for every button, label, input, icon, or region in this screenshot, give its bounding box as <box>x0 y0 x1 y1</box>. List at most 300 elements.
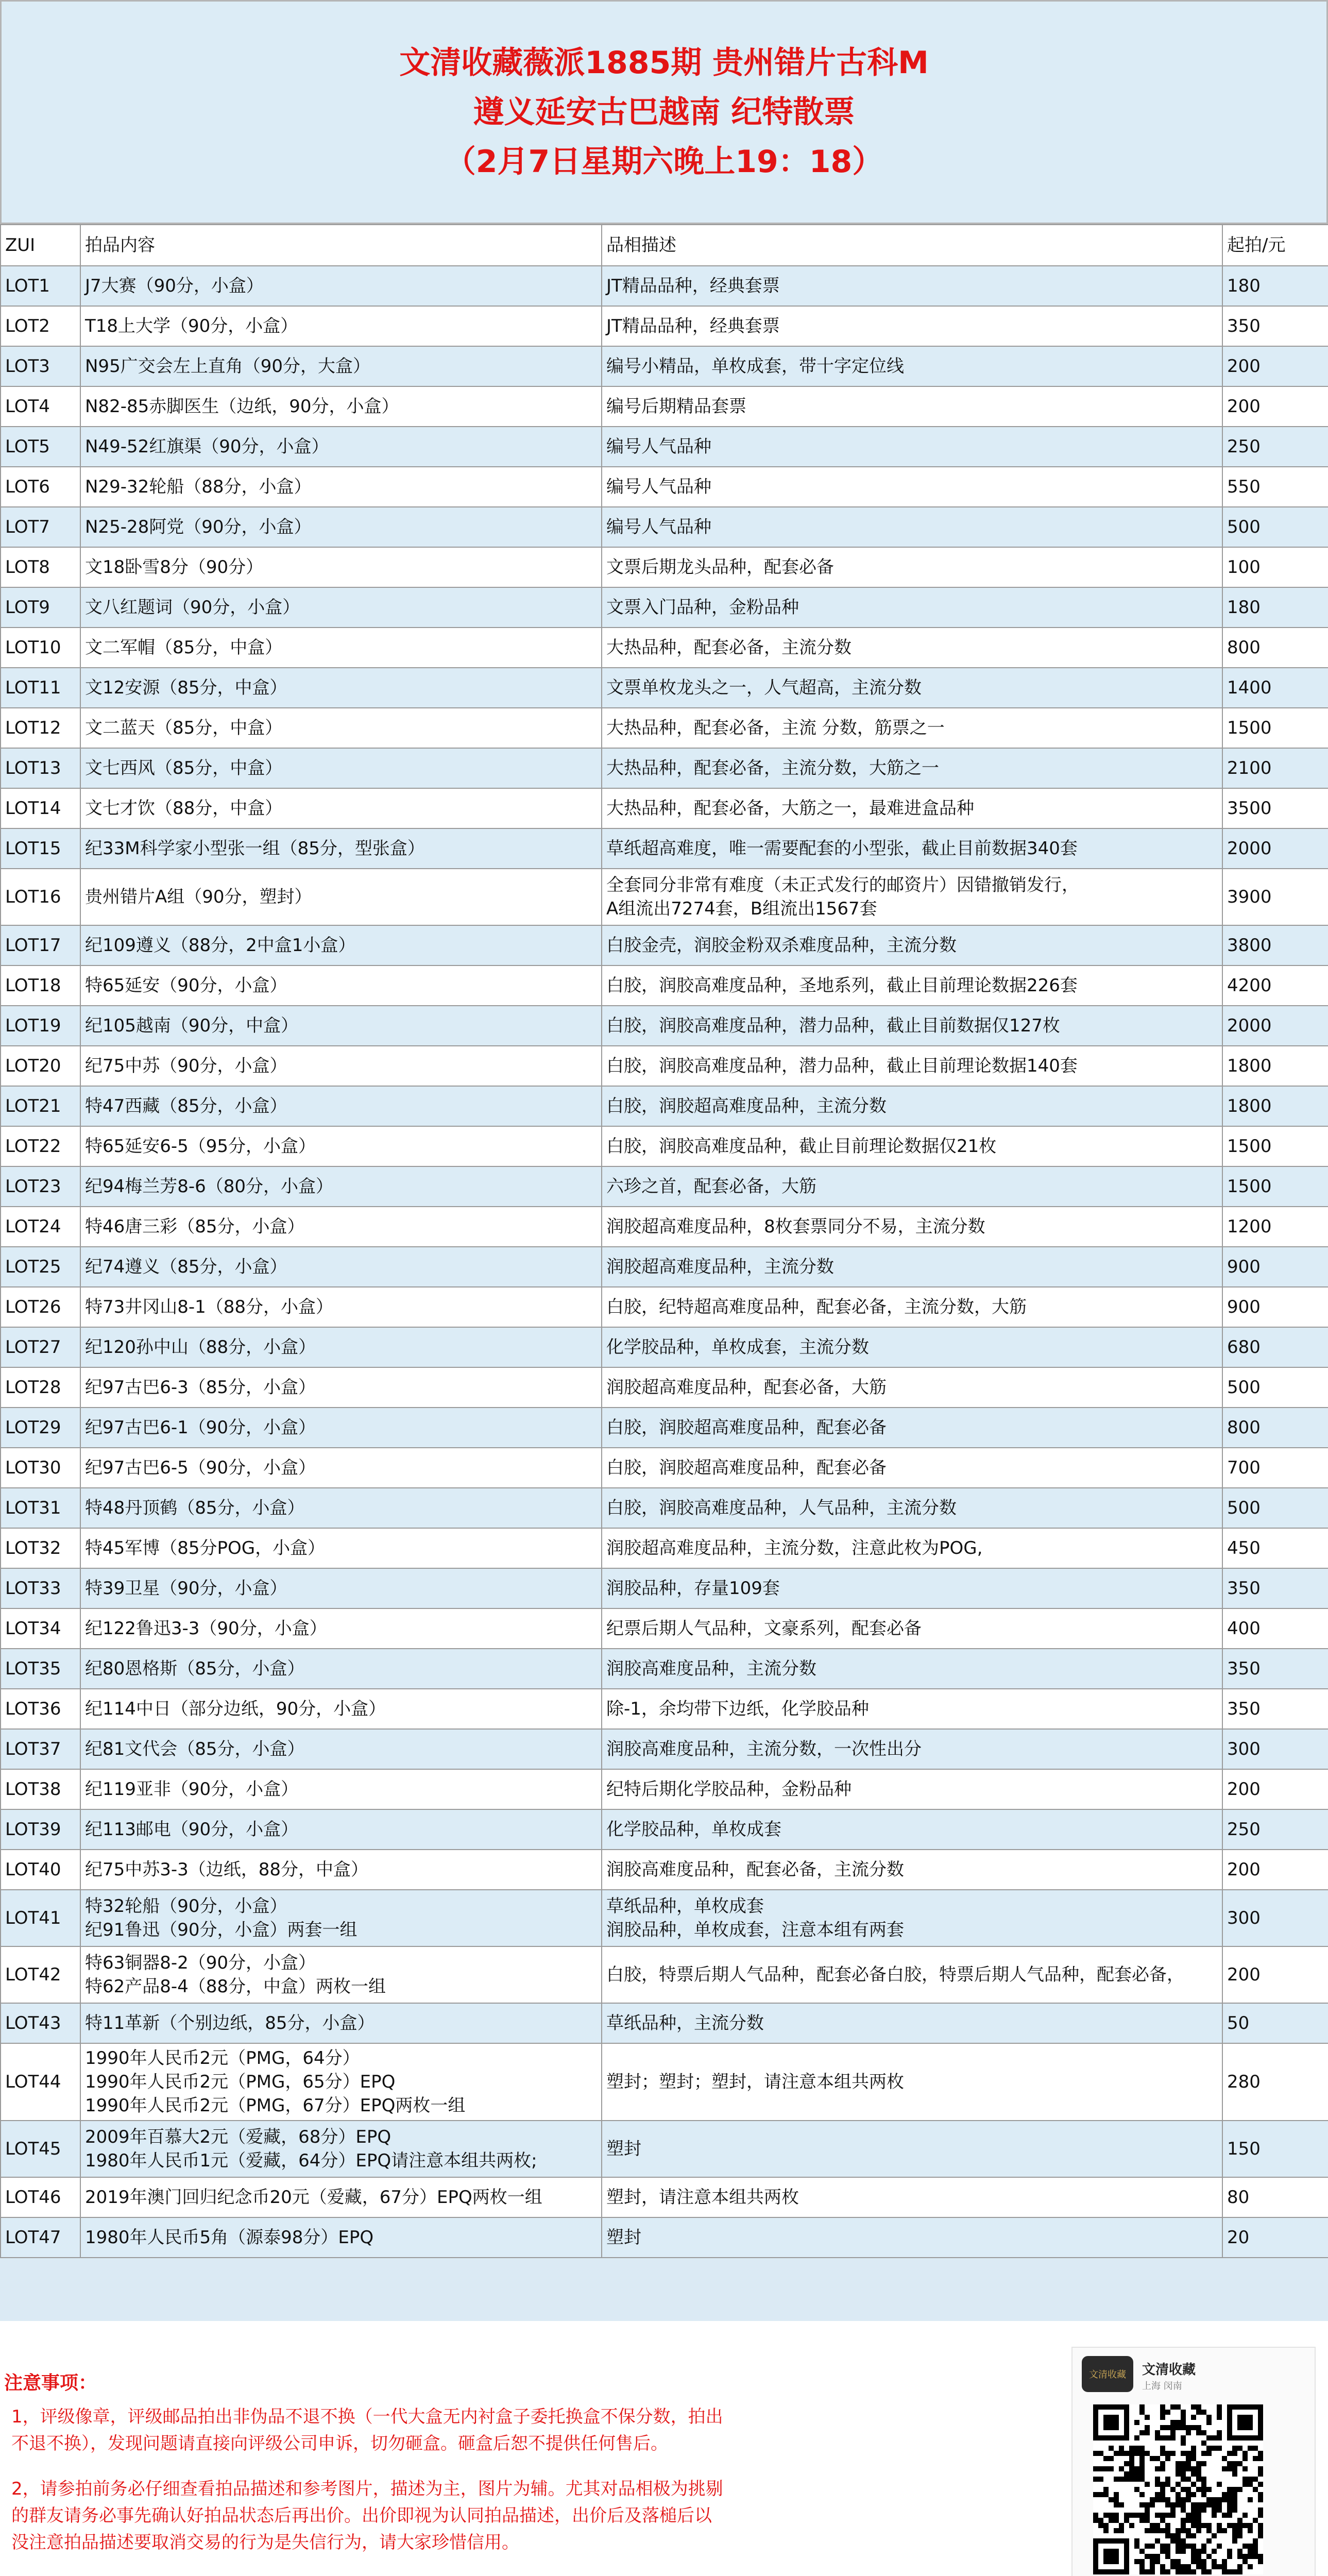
table-row <box>1 2121 1328 2177</box>
lot-number: LOT23 <box>1 1166 80 1207</box>
lot-content-line: 文七才饮（88分，中盒） <box>85 798 283 819</box>
lot-content <box>80 1247 602 1287</box>
lot-content-line: 特65延安6-5（95分，小盒） <box>85 1136 316 1157</box>
lot-content <box>80 1850 602 1890</box>
lot-start-price: 250 <box>1222 427 1328 467</box>
lot-content <box>80 467 602 507</box>
table-row <box>1 1850 1328 1890</box>
lot-description-line: 全套同分非常有难度（未正式发行的邮资片）因错撤销发行， <box>606 875 1079 895</box>
lot-description-line: 润胶超高难度品种，主流分数 <box>606 1257 834 1277</box>
lot-description-line: 六珍之首，配套必备，大筋 <box>606 1176 816 1197</box>
lot-description <box>602 346 1222 386</box>
table-header-row <box>1 225 1328 266</box>
lot-start-price: 200 <box>1222 386 1328 427</box>
lot-number: LOT16 <box>1 869 80 925</box>
lot-number: LOT15 <box>1 828 80 869</box>
lot-number: LOT38 <box>1 1769 80 1809</box>
lot-number: LOT11 <box>1 668 80 708</box>
lot-content <box>80 668 602 708</box>
lot-description <box>602 1850 1222 1890</box>
lot-description <box>602 628 1222 668</box>
lot-description-line: 白胶，特票后期人气品种，配套必备白胶，特票后期人气品种，配套必备， <box>606 1964 1184 1985</box>
lot-content <box>80 1367 602 1408</box>
lot-content-line: 纪119亚非（90分，小盒） <box>85 1779 299 1800</box>
lot-description <box>602 386 1222 427</box>
lot-content <box>80 1946 602 2003</box>
lot-start-price: 2000 <box>1222 828 1328 869</box>
table-row <box>1 1568 1328 1608</box>
lot-description <box>602 507 1222 547</box>
table-row <box>1 1046 1328 1086</box>
lot-number: LOT36 <box>1 1689 80 1729</box>
lot-content <box>80 1287 602 1327</box>
lot-content-line: 2019年澳门回归纪念币20元（爱藏，67分）EPQ两枚一组 <box>85 2187 542 2208</box>
lot-content-line: 1990年人民币2元（PMG，65分）EPQ <box>85 2072 396 2092</box>
lot-content-line: 特45军博（85分POG，小盒） <box>85 1538 326 1558</box>
lot-content-line: 纪91鲁迅（90分，小盒）两套一组 <box>85 1920 357 1940</box>
lot-start-price: 1800 <box>1222 1086 1328 1126</box>
lot-content <box>80 1890 602 1946</box>
lot-content-line: 特46唐三彩（85分，小盒） <box>85 1216 305 1237</box>
table-row <box>1 869 1328 925</box>
table-row <box>1 1890 1328 1946</box>
lot-start-price: 1500 <box>1222 1126 1328 1166</box>
lot-description-line: 润胶超高难度品种，配套必备，大筋 <box>606 1377 887 1398</box>
table-row <box>1 2217 1328 2258</box>
lot-number: LOT32 <box>1 1528 80 1568</box>
lot-number: LOT46 <box>1 2177 80 2217</box>
table-row <box>1 587 1328 628</box>
lot-description-line: 白胶，润胶高难度品种，截止目前理论数据仅21枚 <box>606 1136 997 1157</box>
lot-number: LOT22 <box>1 1126 80 1166</box>
lot-description-line: 编号小精品，单枚成套，带十字定位线 <box>606 356 904 377</box>
brand-name: 文清收藏 <box>1142 2362 1196 2378</box>
lot-content <box>80 1166 602 1207</box>
table-row <box>1 1327 1328 1367</box>
lot-start-price: 1200 <box>1222 1207 1328 1247</box>
note-2 <box>11 2476 939 2556</box>
lot-start-price: 350 <box>1222 1568 1328 1608</box>
lot-content <box>80 708 602 748</box>
lot-description <box>602 708 1222 748</box>
lot-content <box>80 1729 602 1769</box>
lot-description <box>602 1946 1222 2003</box>
lot-content <box>80 1649 602 1689</box>
table-row <box>1 1006 1328 1046</box>
lot-content-line: 纪94梅兰芳8-6（80分，小盒） <box>85 1176 334 1197</box>
lot-start-price: 500 <box>1222 1488 1328 1528</box>
lot-number: LOT20 <box>1 1046 80 1086</box>
lot-content <box>80 628 602 668</box>
lot-number: LOT26 <box>1 1287 80 1327</box>
lot-start-price: 900 <box>1222 1287 1328 1327</box>
lot-description <box>602 748 1222 788</box>
lot-number: LOT24 <box>1 1207 80 1247</box>
lot-content <box>80 2177 602 2217</box>
note-1-line: 1，评级像章，评级邮品拍出非伪品不退不换（一代大盒无内衬盒子委托换盒不保分数，拍出 <box>11 2406 723 2427</box>
lot-start-price: 700 <box>1222 1448 1328 1488</box>
lot-content <box>80 1207 602 1247</box>
lot-description-line: 白胶，润胶高难度品种，潜力品种，截止目前理论数据140套 <box>606 1056 1078 1076</box>
lot-content-line: 纪80恩格斯（85分，小盒） <box>85 1658 305 1679</box>
lot-start-price: 180 <box>1222 266 1328 306</box>
lot-content-line: 纪109遵义（88分，2中盒1小盒） <box>85 935 356 956</box>
table-row <box>1 1809 1328 1850</box>
lot-description-line: 润胶品种，单枚成套，注意本组有两套 <box>606 1920 904 1940</box>
lot-number: LOT8 <box>1 547 80 587</box>
table-row <box>1 1207 1328 1247</box>
lot-description-line: JT精品品种，经典套票 <box>606 276 780 296</box>
lot-number: LOT10 <box>1 628 80 668</box>
lot-content-line: N25-28阿党（90分，小盒） <box>85 517 312 537</box>
lot-number: LOT34 <box>1 1608 80 1649</box>
table-row <box>1 547 1328 587</box>
lot-description <box>602 2177 1222 2217</box>
lot-number: LOT9 <box>1 587 80 628</box>
lot-description-line: A组流出7274套，B组流出1567套 <box>606 899 877 919</box>
lot-description <box>602 1247 1222 1287</box>
lot-description-line: 润胶超高难度品种，8枚套票同分不易，主流分数 <box>606 1216 985 1237</box>
lot-content <box>80 1086 602 1126</box>
lot-number: LOT37 <box>1 1729 80 1769</box>
table-row <box>1 386 1328 427</box>
lot-description <box>602 1166 1222 1207</box>
table-row <box>1 965 1328 1006</box>
lot-content <box>80 748 602 788</box>
lot-description <box>602 306 1222 346</box>
lot-number: LOT3 <box>1 346 80 386</box>
lot-content <box>80 346 602 386</box>
lot-content-line: 纪114中日（部分边纸，90分，小盒） <box>85 1699 386 1719</box>
table-row <box>1 1166 1328 1207</box>
lot-description-line: 白胶，润胶高难度品种，潜力品种，截止目前数据仅127枚 <box>606 1015 1060 1036</box>
lot-number: LOT30 <box>1 1448 80 1488</box>
lot-description-line: 白胶，润胶超高难度品种，主流分数 <box>606 1096 887 1116</box>
lot-start-price: 2000 <box>1222 1006 1328 1046</box>
note-2-line: 的群友请务必事先确认好拍品状态后再出价。出价即视为认同拍品描述，出价后及落槌后以 <box>11 2505 712 2526</box>
table-row <box>1 1608 1328 1649</box>
lot-description-line: 纪特后期化学胶品种，金粉品种 <box>606 1779 852 1800</box>
table-row <box>1 306 1328 346</box>
lot-content-line: 纪97古巴6-1（90分，小盒） <box>85 1417 316 1438</box>
lot-description <box>602 828 1222 869</box>
lot-start-price: 3800 <box>1222 925 1328 965</box>
lot-number: LOT4 <box>1 386 80 427</box>
lot-start-price: 500 <box>1222 507 1328 547</box>
lot-content-line: 贵州错片A组（90分，塑封） <box>85 887 312 907</box>
brand-location: 上海 闵南 <box>1142 2381 1182 2392</box>
lot-description <box>602 788 1222 828</box>
lot-start-price: 200 <box>1222 346 1328 386</box>
lot-description-line: 塑封，请注意本组共两枚 <box>606 2187 799 2208</box>
lot-start-price: 20 <box>1222 2217 1328 2258</box>
column-header-lot: ZUI <box>1 225 80 266</box>
lot-description-line: 纪票后期人气品种，文豪系列，配套必备 <box>606 1618 922 1639</box>
lot-start-price: 4200 <box>1222 965 1328 1006</box>
note-1 <box>11 2403 939 2457</box>
page-header <box>0 0 1328 224</box>
lot-content-line: 纪33M科学家小型张一组（85分，型张盒） <box>85 838 425 859</box>
lot-description-line: 润胶品种，存量109套 <box>606 1578 780 1599</box>
lot-start-price: 350 <box>1222 1689 1328 1729</box>
lot-description-line: 白胶金壳，润胶金粉双杀难度品种，主流分数 <box>606 935 957 956</box>
lot-start-price: 1400 <box>1222 668 1328 708</box>
lot-number: LOT40 <box>1 1850 80 1890</box>
table-row <box>1 1408 1328 1448</box>
lot-content <box>80 1408 602 1448</box>
lot-content-line: 特11革新（个别边纸，85分，小盒） <box>85 2013 375 2033</box>
lot-description <box>602 1367 1222 1408</box>
lot-number: LOT47 <box>1 2217 80 2258</box>
lot-number: LOT6 <box>1 467 80 507</box>
table-row <box>1 2043 1328 2121</box>
lot-start-price: 200 <box>1222 1850 1328 1890</box>
table-row <box>1 1689 1328 1729</box>
lot-number: LOT13 <box>1 748 80 788</box>
lot-content-line: 1990年人民币2元（PMG，64分） <box>85 2048 360 2069</box>
lot-description <box>602 1729 1222 1769</box>
lot-content <box>80 2043 602 2121</box>
lot-content-line: N82-85赤脚医生（边纸，90分，小盒） <box>85 396 399 417</box>
lot-start-price: 80 <box>1222 2177 1328 2217</box>
lot-description <box>602 467 1222 507</box>
lot-description <box>602 1649 1222 1689</box>
table-row <box>1 1488 1328 1528</box>
lot-content-line: 纪120孙中山（88分，小盒） <box>85 1337 316 1358</box>
note-2-line: 2，请参拍前务必仔细查看拍品描述和参考图片，描述为主，图片为辅。尤其对品相极为挑剔 <box>11 2479 723 2499</box>
lot-description <box>602 547 1222 587</box>
lot-description-line: 白胶，润胶高难度品种，人气品种，主流分数 <box>606 1498 957 1518</box>
lot-description <box>602 1046 1222 1086</box>
lot-table <box>0 224 1328 2258</box>
lot-content <box>80 587 602 628</box>
lot-content-line: 纪97古巴6-5（90分，小盒） <box>85 1458 316 1478</box>
lot-start-price: 450 <box>1222 1528 1328 1568</box>
lot-number: LOT28 <box>1 1367 80 1408</box>
lot-number: LOT43 <box>1 2003 80 2043</box>
lot-description-line: 大热品种，配套必备，主流 分数，筋票之一 <box>606 718 945 738</box>
lot-content-line: 特47西藏（85分，小盒） <box>85 1096 287 1116</box>
lot-start-price: 550 <box>1222 467 1328 507</box>
table-row <box>1 748 1328 788</box>
lot-content-line: 纪75中苏（90分，小盒） <box>85 1056 287 1076</box>
lot-content-line: 文12安源（85分，中盒） <box>85 677 287 698</box>
lot-content <box>80 788 602 828</box>
lot-description-line: 编号后期精品套票 <box>606 396 746 417</box>
lot-start-price: 2100 <box>1222 748 1328 788</box>
lot-description-line: 草纸品种，单枚成套 <box>606 1896 764 1917</box>
table-row <box>1 1247 1328 1287</box>
lot-number: LOT29 <box>1 1408 80 1448</box>
lot-number: LOT1 <box>1 266 80 306</box>
lot-description <box>602 427 1222 467</box>
lot-description-line: 文票单枚龙头之一，人气超高，主流分数 <box>606 677 922 698</box>
table-row <box>1 266 1328 306</box>
lot-description-line: 润胶高难度品种，配套必备，主流分数 <box>606 1859 904 1880</box>
notes-title: 注意事项： <box>4 2372 97 2394</box>
lot-description-line: 白胶，润胶高难度品种，圣地系列，截止目前理论数据226套 <box>606 975 1078 996</box>
lot-start-price: 350 <box>1222 1649 1328 1689</box>
lot-content <box>80 925 602 965</box>
lot-number: LOT44 <box>1 2043 80 2121</box>
table-row <box>1 925 1328 965</box>
lot-content-line: 文二军帽（85分，中盒） <box>85 637 283 658</box>
lot-number: LOT14 <box>1 788 80 828</box>
table-row <box>1 1769 1328 1809</box>
table-row <box>1 1448 1328 1488</box>
lot-description <box>602 1207 1222 1247</box>
column-header-price: 起拍/元 <box>1222 225 1328 266</box>
lot-content <box>80 965 602 1006</box>
lot-description <box>602 2217 1222 2258</box>
table-row <box>1 1287 1328 1327</box>
lot-start-price: 200 <box>1222 1946 1328 2003</box>
lot-number: LOT33 <box>1 1568 80 1608</box>
lot-number: LOT12 <box>1 708 80 748</box>
lot-content <box>80 828 602 869</box>
lot-content-line: T18上大学（90分，小盒） <box>85 316 298 336</box>
lot-start-price: 900 <box>1222 1247 1328 1287</box>
lot-description-line: 白胶，纪特超高难度品种，配套必备，主流分数，大筋 <box>606 1297 1027 1317</box>
table-row <box>1 1649 1328 1689</box>
table-row <box>1 788 1328 828</box>
lot-number: LOT5 <box>1 427 80 467</box>
lot-number: LOT17 <box>1 925 80 965</box>
column-header-content: 拍品内容 <box>80 225 602 266</box>
table-row <box>1 708 1328 748</box>
lot-content-line: 特62产品8-4（88分，中盒）两枚一组 <box>85 1976 386 1997</box>
lot-start-price: 500 <box>1222 1367 1328 1408</box>
lot-description-line: 化学胶品种，单枚成套 <box>606 1819 781 1840</box>
lot-description-line: 编号人气品种 <box>606 436 711 457</box>
lot-content <box>80 1689 602 1729</box>
lot-description <box>602 1769 1222 1809</box>
lot-content <box>80 869 602 925</box>
lot-start-price: 800 <box>1222 1408 1328 1448</box>
lot-description-line: 塑封 <box>606 2139 641 2159</box>
lot-content-line: 1980年人民币5角（源泰98分）EPQ <box>85 2227 374 2248</box>
lot-number: LOT42 <box>1 1946 80 2003</box>
lot-start-price: 400 <box>1222 1608 1328 1649</box>
lot-start-price: 1800 <box>1222 1046 1328 1086</box>
lot-content <box>80 1327 602 1367</box>
lot-description <box>602 2043 1222 2121</box>
lot-number: LOT39 <box>1 1809 80 1850</box>
column-header-description: 品相描述 <box>602 225 1222 266</box>
lot-start-price: 200 <box>1222 1769 1328 1809</box>
lot-content-line: 特65延安（90分，小盒） <box>85 975 287 996</box>
lot-content-line: 文七西风（85分，中盒） <box>85 758 283 778</box>
lot-content <box>80 1809 602 1850</box>
lot-start-price: 300 <box>1222 1890 1328 1946</box>
lot-content-line: 特73井冈山8-1（88分，小盒） <box>85 1297 334 1317</box>
lot-number: LOT7 <box>1 507 80 547</box>
lot-number: LOT31 <box>1 1488 80 1528</box>
lot-description <box>602 1448 1222 1488</box>
lot-description <box>602 1488 1222 1528</box>
table-row <box>1 1528 1328 1568</box>
table-row <box>1 668 1328 708</box>
lot-start-price: 100 <box>1222 547 1328 587</box>
lot-start-price: 3900 <box>1222 869 1328 925</box>
lot-content-line: 文二蓝天（85分，中盒） <box>85 718 283 738</box>
lot-description-line: 除-1，余均带下边纸，化学胶品种 <box>606 1699 869 1719</box>
lot-number: LOT19 <box>1 1006 80 1046</box>
lot-number: LOT21 <box>1 1086 80 1126</box>
lot-start-price: 50 <box>1222 2003 1328 2043</box>
lot-description <box>602 1327 1222 1367</box>
lot-content-line: 1980年人民币1元（爱藏，64分）EPQ请注意本组共两枚; <box>85 2150 537 2171</box>
lot-description <box>602 1408 1222 1448</box>
lot-content-line: 纪81文代会（85分，小盒） <box>85 1739 305 1759</box>
lot-description-line: 化学胶品种，单枚成套，主流分数 <box>606 1337 869 1358</box>
title-line-1: 文清收藏薇派1885期 贵州错片古科M <box>399 44 929 81</box>
lot-content-line: J7大赛（90分，小盒） <box>85 276 264 296</box>
lot-description <box>602 1006 1222 1046</box>
lot-description <box>602 965 1222 1006</box>
lot-description-line: 润胶高难度品种，主流分数，一次性出分 <box>606 1739 922 1759</box>
lot-content-line: 2009年百慕大2元（爱藏，68分）EPQ <box>85 2127 391 2147</box>
lot-description <box>602 587 1222 628</box>
qr-code[interactable] <box>1093 2404 1263 2574</box>
lot-content <box>80 1126 602 1166</box>
lot-content-line: 特48丹顶鹤（85分，小盒） <box>85 1498 305 1518</box>
lot-description-line: 文票后期龙头品种，配套必备 <box>606 557 834 578</box>
lot-content <box>80 1568 602 1608</box>
lot-description <box>602 869 1222 925</box>
lot-description <box>602 925 1222 965</box>
table-row <box>1 1086 1328 1126</box>
lot-description-line: 大热品种，配套必备，主流分数 <box>606 637 852 658</box>
lot-content-line: 纪105越南（90分，中盒） <box>85 1015 299 1036</box>
table-row <box>1 507 1328 547</box>
brand-logo: 文清收藏 <box>1082 2356 1133 2392</box>
lot-content-line: 纪75中苏3-3（边纸，88分，中盒） <box>85 1859 369 1880</box>
table-row <box>1 2003 1328 2043</box>
lot-description-line: 编号人气品种 <box>606 517 711 537</box>
title-line-2: 遵义延安古巴越南 纪特散票 <box>473 94 855 130</box>
lot-number: LOT18 <box>1 965 80 1006</box>
lot-content-line: 纪74遵义（85分，小盒） <box>85 1257 287 1277</box>
lot-description <box>602 1689 1222 1729</box>
qr-card <box>1071 2347 1316 2576</box>
lot-content <box>80 306 602 346</box>
lot-content <box>80 386 602 427</box>
lot-description-line: 润胶超高难度品种，主流分数，注意此枚为POG, <box>606 1538 983 1558</box>
lot-content-line: 文八红题词（90分，小盒） <box>85 597 300 618</box>
lot-description <box>602 266 1222 306</box>
lot-description-line: 草纸品种，主流分数 <box>606 2013 764 2033</box>
table-row <box>1 628 1328 668</box>
lot-content <box>80 1006 602 1046</box>
lot-description-line: 塑封 <box>606 2227 641 2248</box>
lot-description <box>602 1287 1222 1327</box>
lot-number: LOT25 <box>1 1247 80 1287</box>
lot-description <box>602 2121 1222 2177</box>
lot-description <box>602 1528 1222 1568</box>
lot-start-price: 280 <box>1222 2043 1328 2121</box>
lot-content-line: 纪113邮电（90分，小盒） <box>85 1819 299 1840</box>
lot-description <box>602 1809 1222 1850</box>
lot-content <box>80 1528 602 1568</box>
lot-content <box>80 2217 602 2258</box>
lot-description-line: JT精品品种，经典套票 <box>606 316 780 336</box>
lot-content-line: 文18卧雪8分（90分） <box>85 557 264 578</box>
lot-content-line: 1990年人民币2元（PMG，67分）EPQ两枚一组 <box>85 2095 466 2116</box>
table-row <box>1 1729 1328 1769</box>
lot-description <box>602 2003 1222 2043</box>
table-row <box>1 828 1328 869</box>
